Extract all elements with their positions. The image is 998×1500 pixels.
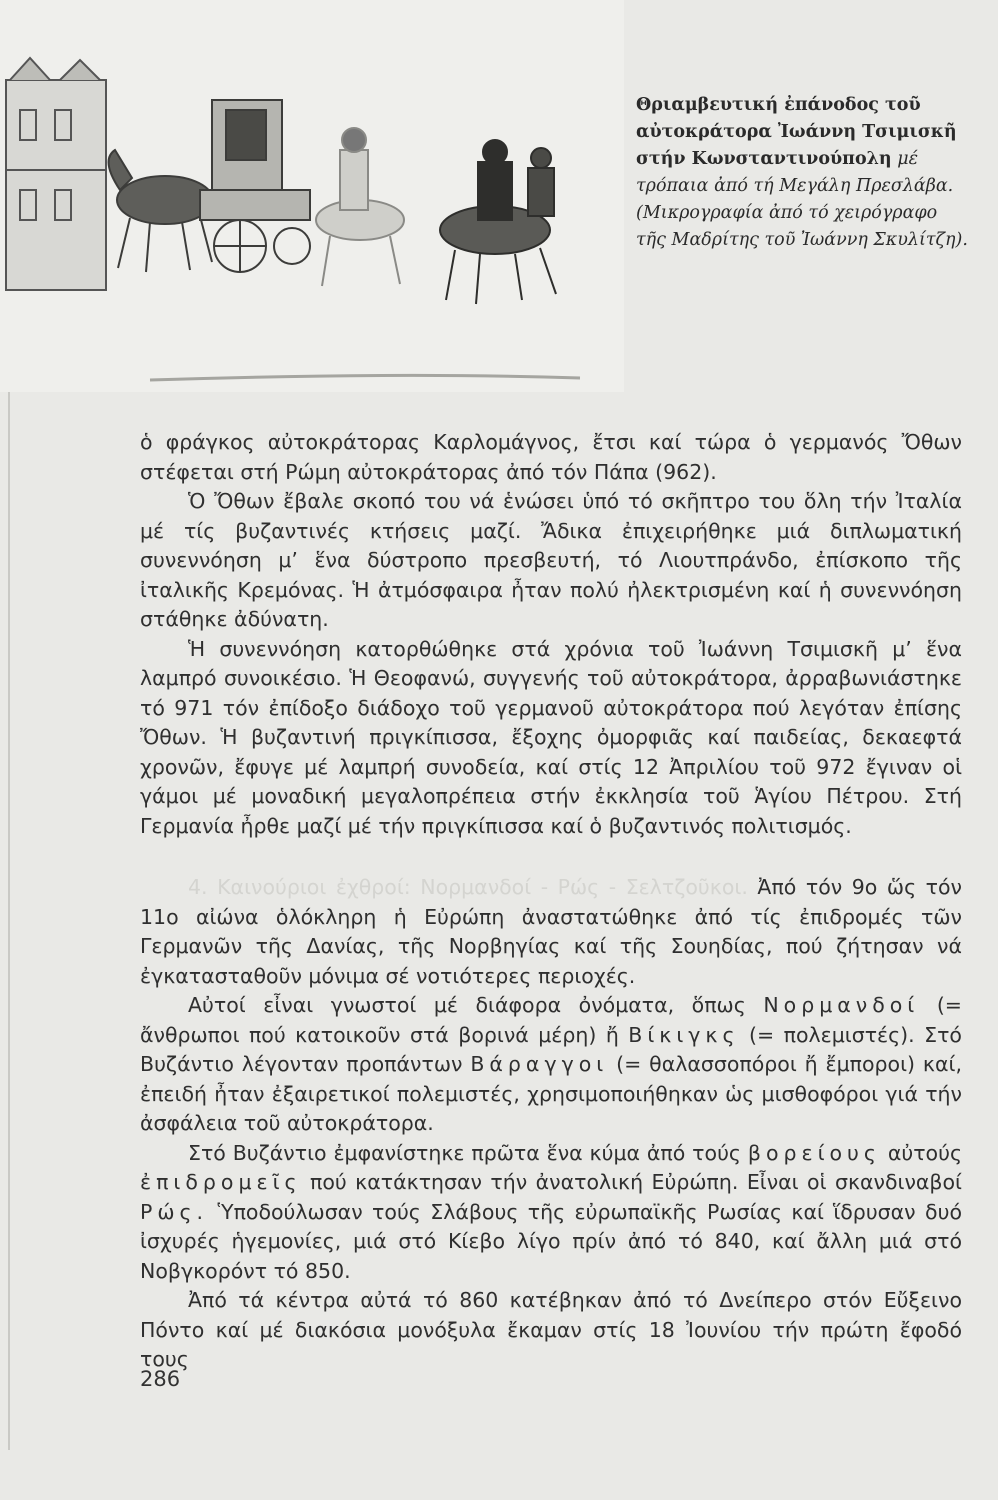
term-normandoi: Νορμανδοί xyxy=(763,993,920,1017)
names-text-c: (= πολεμιστές). Στό Βυζάντιο λέγονταν προπάντων xyxy=(140,1022,962,1076)
caption-source: μέ τρόπαια ἀπό τή Μεγάλη Πρεσλάβα. (Μικρογραφία ἀπό τό χειρόγραφο τῆς Μαδρίτης τοῦ Ἰωάννη Σκυλίτζη). xyxy=(636,149,968,250)
page-number: 286 xyxy=(140,1367,181,1391)
text-lower xyxy=(140,873,962,1375)
paragraph-section4-intro xyxy=(140,873,962,991)
city-building xyxy=(6,58,106,290)
caption-title: Θριαμβευτική ἐπάνοδος τοῦ αὐτοκράτορα Ἰωάννη Τσιμισκῆ στήν Κωνσταντινούπολη xyxy=(636,95,957,169)
paragraph-theophano: Ἡ συνεννόηση κατορθώθηκε στά χρόνια τοῦ Ἰωάννη Τσιμισκῆ μ’ ἕνα λαμπρό συνοικέσιο. Ἡ Θεοφανώ, συγγενής τοῦ αὐτοκράτορα, ἀρραβωνιάστηκε τό 971 τόν ἐπίδοξο διάδοχο τοῦ γερμανοῦ αὐτοκράτορα πού λεγόταν ἐπίσης Ὄθων. Ἡ βυζαντινή πριγκίπισσα, ἔξοχης ὀμορφιᾶς καί παιδείας, δεκαεφτά χρονῶν, ἔφυγε μέ λαμπρή συνοδεία, καί στίς 12 Ἀπριλίου τοῦ 972 ἔγιναν οἱ γάμοι μέ μοναδική μεγαλοπρέπεια στήν ἐκκλησία τοῦ Ἁγίου Πέτρου. Στή Γερμανία ἦρθε μαζί μέ τήν πριγκίπισσα καί ὁ βυζαντινός πολιτισμός. xyxy=(140,636,962,838)
names-text-a: Αὐτοί εἶναι γνωστοί μέ διάφορα ὀνόματα, ὅπως xyxy=(188,993,746,1017)
term-epidromeis: ἐπιδρομεῖς xyxy=(140,1170,302,1194)
ros-text-d: Ὑποδούλωσαν τούς Σλάβους τῆς εὐρωπαϊκῆς Ρωσίας καί ἵδρυσαν δυό ἰσχυρές ἡγεμονίες, μιά στό Κίεβο λίγο πρίν ἀπό τό 840, καί ἄλλη μιά στό Νοβγκορόντ τό 850. xyxy=(140,1199,962,1283)
term-vikings: Βίκιγκς xyxy=(628,1022,740,1047)
section-heading: 4. Καινούριοι ἐχθροί: Νορμανδοί - Ρώς - Σελτζοῦκοι. xyxy=(188,875,748,899)
names-text-d: (= θαλασσοπόροι ἤ ἔμποροι) καί, ἐπειδή ἦταν ἐξαιρετικοί πολεμιστές, χρησιμοποιήθηκαν ὡς μισθοφόροι γιά τήν ἀσφάλεια τοῦ αὐτοκράτορα. xyxy=(140,1052,962,1135)
paragraph-ros xyxy=(140,1139,962,1287)
paragraph-dnieper: Ἀπό τά κέντρα αὐτά τό 860 κατέβηκαν ἀπό τό Δνείπερο στόν Εὔξεινο Πόντο καί μέ διακόσια μονόξυλα ἔκαμαν στίς 18 Ἰουνίου τήν πρώτη ἔφοδό τους xyxy=(140,1288,962,1371)
term-voreious: βορείους xyxy=(747,1140,881,1165)
paragraph-otto-crowned: ὁ φράγκος αὐτοκράτορας Καρλομάγνος, ἔτσι καί τώρα ὁ γερμανός Ὄθων στέφεται στή Ρώμη αὐτοκράτορας ἀπό τόν Πάπα (962). xyxy=(140,430,962,484)
term-ros: Ρώς. xyxy=(140,1199,209,1224)
section4-text: Ἀπό τόν 9ο ὥς τόν 11ο αἰώνα ὁλόκληρη ἡ Εὐρώπη ἀναστατώθηκε ἀπό τίς ἐπιδρομές τῶν Γερμανῶν τῆς Δανίας, τῆς Νορβηγίας καί τῆς Σουηδίας, πού ζήτησαν νά ἐγκατασταθοῦν μόνιμα σέ νοτιότερες περιοχές. xyxy=(140,875,962,988)
manuscript-illustration xyxy=(0,0,624,392)
page-gutter-shadow xyxy=(8,310,10,1450)
term-varangoi: Βάραγγοι xyxy=(470,1052,609,1076)
names-text-b: (= ἄνθρωποι πού κατοικοῦν στά βορινά μέρη) ἤ xyxy=(140,993,962,1047)
paragraph-otto-italy: Ὁ Ὄθων ἔβαλε σκοπό του νά ἑνώσει ὑπό τό σκῆπτρο του ὅλη τήν Ἰταλία μέ τίς βυζαντινές κτήσεις μαζί. Ἄδικα ἐπιχειρήθηκε μιά διπλωματική συνεννόηση μ’ ἕνα δύστροπο πρεσβευτή, τό Λιουτπράνδο, ἐπίσκοπο τῆς ἰταλικῆς Κρεμόνας. Ἡ ἀτμόσφαιρα ἦταν πολύ ἠλεκτρισμένη καί ἡ συνεννόηση στάθηκε ἀδύνατη. xyxy=(140,489,962,631)
ros-text-c: πού κατάκτησαν τήν ἀνατολική Εὐρώπη. Εἶναι οἱ σκανδιναβοί xyxy=(310,1170,962,1194)
paragraph-names xyxy=(140,991,962,1139)
text-upper xyxy=(140,428,962,841)
ros-text-a: Στό Βυζάντιο ἐμφανίστηκε πρῶτα ἕνα κύμα ἀπό τούς xyxy=(188,1140,741,1165)
ros-text-b: αὐτούς xyxy=(887,1140,962,1165)
figure-caption xyxy=(636,92,972,254)
